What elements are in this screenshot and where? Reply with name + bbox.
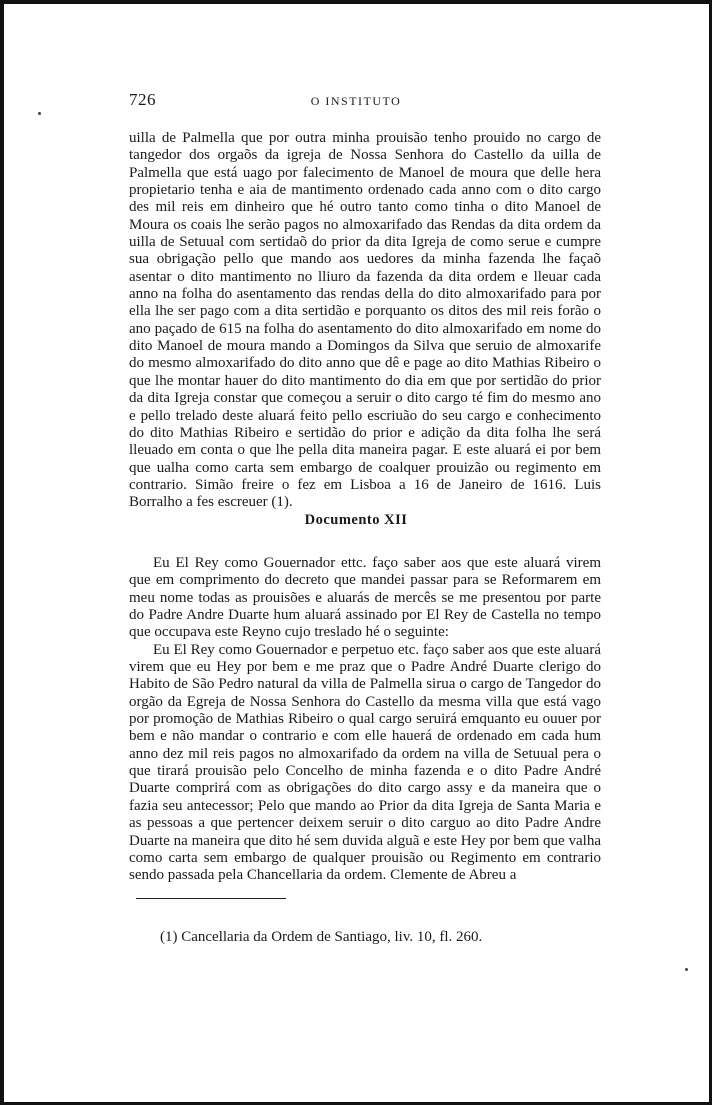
paragraph-continuation [129,130,601,512]
document-xii-body [129,555,601,885]
paragraph-1: uilla de Palmella que por outra minha prouisão tenho prouido no cargo de tangedor dos orgaõs da igreja de Nossa Senhora do Castello da uilla de Palmella que está uago por falecimento de Manoel de moura que delle hera propietario tenha e aia de mantimento ordenado cada anno com o dito cargo des mil reis em dinheiro que hé outro tanto como tinha o dito Manoel de Moura os coais lhe serão pagos no almoxarifado das Rendas da dita ordem da uilla de Setuual com sertidaõ do prior da dita Igreja de como serue e cumpre sua obrigação pello que mando aos uedores da minha fazenda lhe façaõ asentar o dito mantimento no lliuro da fazenda da dita ordem e lleuar cada anno na folha do asentamento das rendas della do dito almoxarifado para por ella lhe ser pago com a dita sertidão e porquanto os ditos des mil reis forão o ano paçado de 615 na folha do asentamento do dito almoxarifado em nome do dito Manoel de moura mando a Domingos da Silva que seruio de almoxarife do mesmo almoxarifado do dito anno que dê e page ao dito Mathias Ribeiro o que lhe montar hauer do dito mantimento do dia em que por sertidão do prior da dita Igreja constar que começou a seruir o dito cargo té fim do mesmo ano e pello trelado deste aluará feito pello escriuão do seu cargo e conhecimento do dito Mathias Ribeiro e sertidão do prior e adição da dita folha lhe será lleuado em conta o que lhe pella dita maneira pagar. E este aluará ei por bem que ualha como carta sem embargo de coalquer prouizão ou regimento em contrario. Simão freire o fez em Lisboa a 16 de Janeiro de 1616. Luis Borralho a fes escreuer (1). [129,130,601,511]
running-head: O INSTITUTO [310,94,402,108]
footnote: (1) Cancellaria da Ordem de Santiago, liv. 10, fl. 260. [160,929,483,945]
paragraph-2: Eu El Rey como Gouernador ettc. faço saber aos que este aluará virem que em comprimento do decreto que mandei passar para se Reformarem em meu nome todas as prouisões e aluarás de mercês se me presentou por parte do Padre Andre Duarte hum aluará assinado por El Rey de Castella no tempo que occupava este Reyno cujo treslado hé o seguinte: [129,555,601,641]
document-heading: Documento XII [304,512,408,528]
paragraph-3: Eu El Rey como Gouernador e perpetuo etc. faço saber aos que este aluará virem que eu Hey por bem e me praz que o Padre André Duarte clerigo do Habito de São Pedro natural da villa de Palmella sirua o cargo de Tangedor do orgão da Egreja de Nossa Senhora do Castello da mesma villa que está vago por promoção de Mathias Ribeiro o qual cargo seruirá emquanto eu ouuer por bem e não mandar o contrario e com elle hauerá de ordenado em cada hum anno dez mil reis pagos no almoxarifado da ordem na villa de Setuual pera o que tirará prouisão pelo Concelho de minha fazenda e o dito Padre André Duarte comprirá com as obrigações do dito cargo assy e da maneira que o fazia seu antecessor; Pelo que mando ao Prior da dita Igreja de Santa Maria e as pessoas a que pertencer deixem seruir o dito carguo ao dito Padre Andre Duarte na maneira que dito hé sem duvida alguã e este Hey por bem que valha como carta sem embargo de qualquer prouisão ou Regimento em contrario sendo passada pela Chancellaria da ordem. Clemente de Abreu a [129,641,601,884]
page-number: 726 [129,90,156,109]
footnote-divider [136,898,286,899]
scan-speck [38,112,41,115]
scan-speck [685,968,688,971]
